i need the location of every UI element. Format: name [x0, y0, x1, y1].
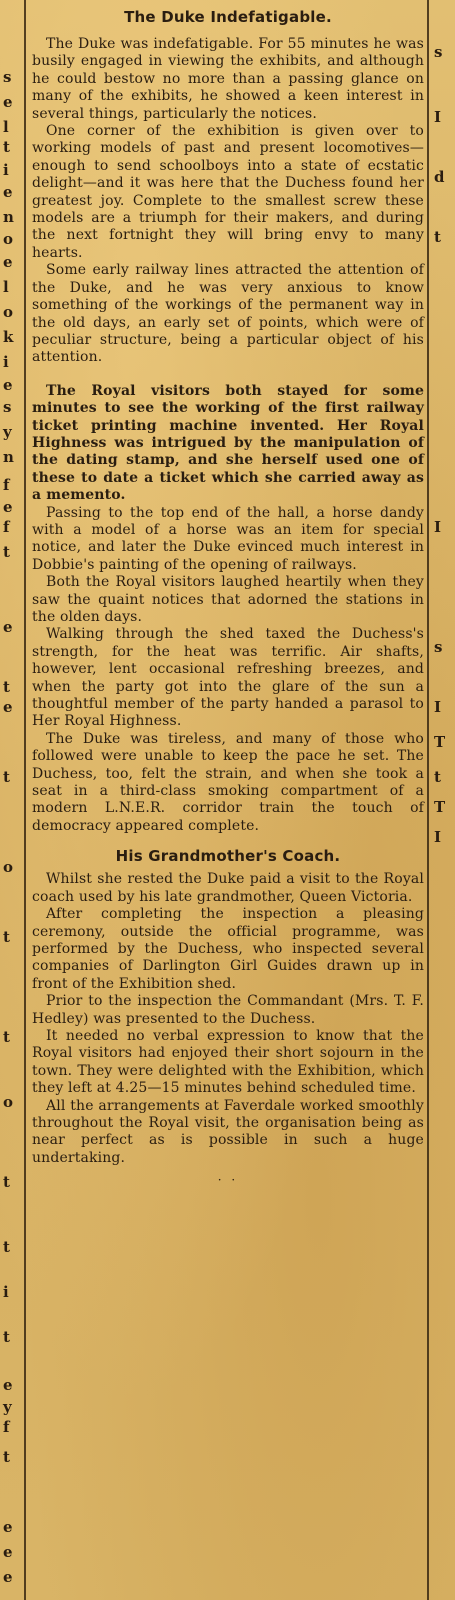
column-rule-right	[427, 0, 429, 1600]
left-edge-char: n	[3, 208, 14, 226]
left-edge-char: e	[3, 93, 13, 111]
paragraph: The Duke was tireless, and many of those who followed were unable to keep the pace he set. The Duchess, too, felt the strain, and when she took a seat in a third-class smoking compartment of a modern L.N.E.R. corridor train the touch of democracy appeared complete.	[32, 730, 424, 834]
left-edge-char: e	[3, 1568, 13, 1586]
headline-duke-indefatigable: The Duke Indefatigable.	[124, 8, 332, 26]
left-edge-char: e	[3, 253, 13, 271]
left-edge-char: t	[3, 138, 10, 156]
left-edge-char: e	[3, 698, 13, 716]
left-edge-char: t	[3, 928, 10, 946]
left-edge-char: k	[3, 328, 14, 346]
left-edge-char: i	[3, 353, 9, 371]
left-edge-char: s	[3, 398, 12, 416]
right-edge-char: s	[434, 638, 443, 656]
left-edge-char: o	[3, 230, 14, 248]
left-edge-char: e	[3, 1376, 13, 1394]
left-edge-char: i	[3, 161, 9, 179]
right-edge-char: d	[434, 168, 445, 186]
left-edge-char: t	[3, 678, 10, 696]
left-edge-char: l	[3, 278, 9, 296]
left-edge-char: t	[3, 768, 10, 786]
left-edge-char: e	[3, 1518, 13, 1536]
adjacent-column-left	[0, 0, 22, 1600]
end-mark: · ·	[217, 1173, 239, 1188]
left-edge-char: o	[3, 303, 14, 321]
right-edge-char: I	[434, 518, 442, 536]
right-edge-char: I	[434, 108, 442, 126]
left-edge-char: f	[3, 518, 10, 536]
paragraph: All the arrangements at Faverdale worked smoothly throughout the Royal visit, the organisation being as near perfect as is possible in such a huge undertaking.	[32, 1097, 424, 1166]
article	[32, 8, 424, 1187]
left-edge-char: s	[3, 68, 12, 86]
left-edge-char: e	[3, 376, 13, 394]
left-edge-char: i	[3, 1283, 9, 1301]
column-rule-left	[24, 0, 26, 1600]
bold-paragraph: The Royal visitors both stayed for some minutes to see the working of the first railway ticket printing machine invented. Her Royal Highness was intrigued by the manipulation of the dating stamp, and she herself used one of these to date a ticket which she carried away as a memento.	[32, 382, 424, 504]
adjacent-column-right	[431, 0, 455, 1600]
headline-grandmothers-coach: His Grandmother's Coach.	[115, 847, 341, 866]
paragraph: Whilst she rested the Duke paid a visit to the Royal coach used by his late grandmother, Queen Victoria.	[32, 871, 424, 905]
left-edge-char: t	[3, 1028, 10, 1046]
left-edge-char: f	[3, 1418, 10, 1436]
paragraph: Prior to the inspection the Commandant (Mrs. T. F. Hedley) was presented to the Duchess.	[32, 993, 424, 1027]
left-edge-char: e	[3, 498, 13, 516]
left-edge-char: t	[3, 543, 10, 561]
right-edge-char: T	[434, 798, 446, 816]
paragraph: One corner of the exhibition is given over to working models of past and present locomotives—enough to send schoolboys into a state of ecstatic delight—and it was here that the Duchess found her greatest joy. Complete to the smallest screw these models are a triumph for their makers, and during the next fortnight they will bring envy to many hearts.	[32, 123, 424, 261]
paragraph: After completing the inspection a pleasing ceremony, outside the official programme, was performed by the Duchess, who inspected several companies of Darlington Girl Guides drawn up in front of the Exhibition shed.	[32, 906, 424, 992]
left-edge-char: y	[3, 423, 12, 441]
left-edge-char: t	[3, 1173, 10, 1191]
paragraph: Walking through the shed taxed the Duchess's strength, for the heat was terrific. Air shafts, however, lent occasional refreshing breezes, and when the party got into the glare of the sun a thoughtful member of the party handed a parasol to Her Royal Highness.	[32, 626, 424, 730]
left-edge-char: f	[3, 476, 10, 494]
left-edge-char: e	[3, 183, 13, 201]
right-edge-char: I	[434, 828, 442, 846]
paragraph: It needed no verbal expression to know that the Royal visitors had enjoyed their short sojourn in the town. They were delighted with the Exhibition, which they left at 4.25—15 minutes behind scheduled time.	[32, 1027, 424, 1097]
left-edge-char: o	[3, 1093, 14, 1111]
left-edge-char: y	[3, 1398, 12, 1416]
left-edge-char: e	[3, 618, 13, 636]
right-edge-char: I	[434, 698, 442, 716]
left-edge-char: t	[3, 1238, 10, 1256]
paragraph: Both the Royal visitors laughed heartily when they saw the quaint notices that adorned the stations in the olden days.	[32, 574, 424, 625]
right-edge-char: t	[434, 228, 441, 246]
left-edge-char: n	[3, 448, 14, 466]
right-edge-char: s	[434, 43, 443, 61]
paragraph: Passing to the top end of the hall, a horse dandy with a model of a horse was an item for special notice, and later the Duke evinced much interest in Dobbie's painting of the opening of railways.	[32, 504, 424, 573]
left-edge-char: l	[3, 118, 9, 136]
paragraph: Some early railway lines attracted the attention of the Duke, and he was very anxious to know something of the workings of the permanent way in the old days, an early set of points, which were of peculiar structure, being a particular object of his attention.	[32, 262, 424, 366]
left-edge-char: t	[3, 1328, 10, 1346]
paragraph: The Duke was indefatigable. For 55 minutes he was busily engaged in viewing the exhibits, and although he could bestow no more than a passing glance on many of the exhibits, he showed a keen interest in several things, particularly the notices.	[32, 36, 424, 122]
left-edge-char: o	[3, 858, 14, 876]
left-edge-char: e	[3, 1543, 13, 1561]
right-edge-char: t	[434, 768, 441, 786]
left-edge-char: t	[3, 1448, 10, 1466]
right-edge-char: T	[434, 733, 446, 751]
